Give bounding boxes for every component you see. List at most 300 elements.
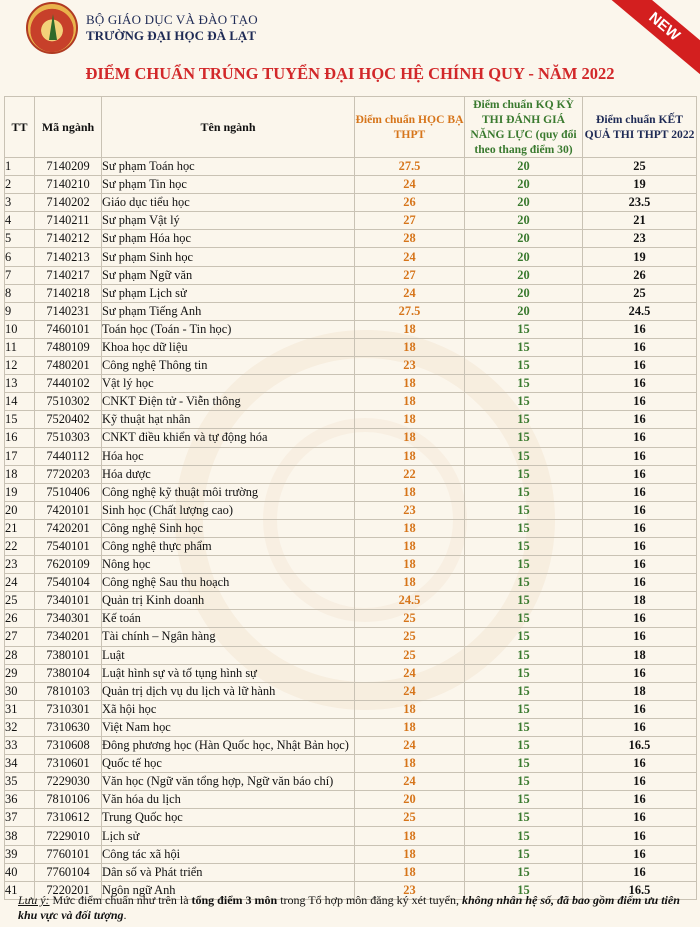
footnote (18, 893, 686, 923)
cell-nangluc: 15 (465, 320, 583, 338)
cell-nangluc: 15 (465, 718, 583, 736)
cell-thpt: 23.5 (583, 194, 697, 212)
cell-thpt: 16 (583, 700, 697, 718)
cell-code: 7540104 (35, 574, 102, 592)
cell-nangluc: 15 (465, 574, 583, 592)
column-header-thpt: Điểm chuẩn KẾT QUẢ THI THPT 2022 (583, 97, 697, 158)
table-row (5, 284, 697, 302)
cell-code: 7760101 (35, 845, 102, 863)
cell-tt: 3 (5, 194, 35, 212)
table-row (5, 447, 697, 465)
table-row (5, 682, 697, 700)
cell-thpt: 16 (583, 537, 697, 555)
cell-name: Sư phạm Lịch sử (102, 284, 355, 302)
table-row (5, 827, 697, 845)
cell-code: 7380101 (35, 646, 102, 664)
cell-name: Công nghệ Sau thu hoạch (102, 574, 355, 592)
cell-thpt: 16 (583, 863, 697, 881)
cell-hocba: 18 (355, 483, 465, 501)
cell-thpt: 16 (583, 465, 697, 483)
cell-name: Giáo dục tiểu học (102, 194, 355, 212)
cell-name: Luật hình sự và tố tụng hình sự (102, 664, 355, 682)
table-row (5, 501, 697, 519)
cell-hocba: 24 (355, 737, 465, 755)
cell-name: Công nghệ Thông tin (102, 357, 355, 375)
cell-code: 7140202 (35, 194, 102, 212)
cell-nangluc: 15 (465, 537, 583, 555)
cell-code: 7229010 (35, 827, 102, 845)
cell-name: Sư phạm Vật lý (102, 212, 355, 230)
cell-code: 7760104 (35, 863, 102, 881)
cell-thpt: 18 (583, 646, 697, 664)
cell-name: Công nghệ kỹ thuật môi trường (102, 483, 355, 501)
cell-nangluc: 15 (465, 827, 583, 845)
cell-thpt: 16 (583, 755, 697, 773)
footnote-text-1: Mức điểm chuẩn như trên là (49, 893, 192, 907)
table-row (5, 845, 697, 863)
cell-code: 7310608 (35, 737, 102, 755)
cell-name: Đông phương học (Hàn Quốc học, Nhật Bản học) (102, 737, 355, 755)
university-logo-icon (26, 2, 78, 54)
cell-nangluc: 15 (465, 755, 583, 773)
cell-nangluc: 15 (465, 664, 583, 682)
cell-name: Kế toán (102, 610, 355, 628)
cell-thpt: 26 (583, 266, 697, 284)
cell-tt: 14 (5, 393, 35, 411)
cell-hocba: 18 (355, 718, 465, 736)
cell-name: Quốc tế học (102, 755, 355, 773)
table-row (5, 465, 697, 483)
cell-nangluc: 15 (465, 375, 583, 393)
table-row (5, 773, 697, 791)
cell-nangluc: 20 (465, 194, 583, 212)
table-row (5, 212, 697, 230)
cell-nangluc: 15 (465, 592, 583, 610)
cell-hocba: 18 (355, 375, 465, 393)
cell-thpt: 16 (583, 718, 697, 736)
cell-hocba: 18 (355, 574, 465, 592)
cell-tt: 23 (5, 556, 35, 574)
cell-code: 7340201 (35, 628, 102, 646)
cell-code: 7310301 (35, 700, 102, 718)
cell-tt: 11 (5, 338, 35, 356)
cell-tt: 21 (5, 519, 35, 537)
cell-hocba: 25 (355, 610, 465, 628)
cell-name: Kỹ thuật hạt nhân (102, 411, 355, 429)
cell-tt: 19 (5, 483, 35, 501)
table-row (5, 718, 697, 736)
cell-hocba: 18 (355, 338, 465, 356)
cell-tt: 27 (5, 628, 35, 646)
cell-nangluc: 20 (465, 212, 583, 230)
cell-thpt: 16 (583, 574, 697, 592)
cell-nangluc: 15 (465, 519, 583, 537)
cell-tt: 13 (5, 375, 35, 393)
cell-hocba: 24.5 (355, 592, 465, 610)
cell-tt: 28 (5, 646, 35, 664)
cell-code: 7460101 (35, 320, 102, 338)
cell-hocba: 27 (355, 212, 465, 230)
cell-code: 7340301 (35, 610, 102, 628)
cell-thpt: 19 (583, 248, 697, 266)
cell-nangluc: 15 (465, 845, 583, 863)
cell-name: Sư phạm Tin học (102, 176, 355, 194)
cell-code: 7140210 (35, 176, 102, 194)
cell-nangluc: 15 (465, 411, 583, 429)
cell-thpt: 19 (583, 176, 697, 194)
table-row (5, 158, 697, 176)
footnote-bold-1: tổng điểm 3 môn (191, 893, 278, 907)
cell-code: 7140217 (35, 266, 102, 284)
cell-code: 7380104 (35, 664, 102, 682)
cell-name: Xã hội học (102, 700, 355, 718)
cell-code: 7520402 (35, 411, 102, 429)
cell-name: Sinh học (Chất lượng cao) (102, 501, 355, 519)
cell-name: Văn học (Ngữ văn tổng hợp, Ngữ văn báo chí) (102, 773, 355, 791)
table-row (5, 519, 697, 537)
cell-code: 7140231 (35, 302, 102, 320)
cell-hocba: 27.5 (355, 302, 465, 320)
cell-name: Hóa dược (102, 465, 355, 483)
cell-hocba: 24 (355, 284, 465, 302)
table-row (5, 338, 697, 356)
cell-code: 7310601 (35, 755, 102, 773)
cell-nangluc: 20 (465, 284, 583, 302)
column-header-code: Mã ngành (35, 97, 102, 158)
cell-hocba: 18 (355, 845, 465, 863)
cell-thpt: 18 (583, 592, 697, 610)
cell-tt: 41 (5, 881, 35, 899)
cell-nangluc: 15 (465, 338, 583, 356)
table-row (5, 755, 697, 773)
cell-thpt: 16 (583, 610, 697, 628)
cell-tt: 40 (5, 863, 35, 881)
cell-code: 7510303 (35, 429, 102, 447)
cell-code: 7440112 (35, 447, 102, 465)
table-row (5, 483, 697, 501)
table-row (5, 791, 697, 809)
admission-scores-table (4, 96, 697, 900)
table-row (5, 230, 697, 248)
table-row (5, 375, 697, 393)
new-badge: NEW (602, 0, 700, 82)
cell-tt: 15 (5, 411, 35, 429)
cell-name: Tài chính – Ngân hàng (102, 628, 355, 646)
cell-nangluc: 15 (465, 628, 583, 646)
column-header-name: Tên ngành (102, 97, 355, 158)
cell-tt: 34 (5, 755, 35, 773)
cell-code: 7510406 (35, 483, 102, 501)
cell-name: Sư phạm Ngữ văn (102, 266, 355, 284)
table-row (5, 411, 697, 429)
cell-code: 7620109 (35, 556, 102, 574)
cell-thpt: 25 (583, 158, 697, 176)
cell-thpt: 16 (583, 338, 697, 356)
column-header-tt: TT (5, 97, 35, 158)
cell-name: Việt Nam học (102, 718, 355, 736)
cell-nangluc: 20 (465, 158, 583, 176)
cell-hocba: 23 (355, 357, 465, 375)
cell-nangluc: 15 (465, 863, 583, 881)
cell-name: Sư phạm Tiếng Anh (102, 302, 355, 320)
cell-nangluc: 20 (465, 176, 583, 194)
cell-code: 7420201 (35, 519, 102, 537)
school-name: TRƯỜNG ĐẠI HỌC ĐÀ LẠT (86, 28, 256, 43)
cell-hocba: 24 (355, 248, 465, 266)
cell-code: 7480201 (35, 357, 102, 375)
cell-thpt: 16 (583, 773, 697, 791)
cell-nangluc: 15 (465, 393, 583, 411)
cell-tt: 17 (5, 447, 35, 465)
cell-thpt: 16 (583, 628, 697, 646)
cell-code: 7140212 (35, 230, 102, 248)
cell-name: Lịch sử (102, 827, 355, 845)
cell-thpt: 16 (583, 483, 697, 501)
cell-tt: 18 (5, 465, 35, 483)
cell-thpt: 16 (583, 791, 697, 809)
cell-tt: 7 (5, 266, 35, 284)
cell-name: Nông học (102, 556, 355, 574)
cell-nangluc: 15 (465, 447, 583, 465)
table-header-row (5, 97, 697, 158)
cell-code: 7810106 (35, 791, 102, 809)
cell-tt: 32 (5, 718, 35, 736)
cell-hocba: 27.5 (355, 158, 465, 176)
cell-nangluc: 15 (465, 791, 583, 809)
column-header-nangluc: Điểm chuẩn KQ KỲ THI ĐÁNH GIÁ NĂNG LỰC (quy đổi theo thang điểm 30) (465, 97, 583, 158)
cell-tt: 8 (5, 284, 35, 302)
cell-name: CNKT Điện tử - Viễn thông (102, 393, 355, 411)
cell-nangluc: 15 (465, 809, 583, 827)
cell-code: 7720203 (35, 465, 102, 483)
cell-code: 7420101 (35, 501, 102, 519)
cell-code: 7510302 (35, 393, 102, 411)
cell-tt: 25 (5, 592, 35, 610)
table-row (5, 556, 697, 574)
table-row (5, 194, 697, 212)
cell-hocba: 23 (355, 501, 465, 519)
cell-thpt: 16 (583, 320, 697, 338)
table-body (5, 158, 697, 900)
cell-hocba: 24 (355, 176, 465, 194)
cell-code: 7229030 (35, 773, 102, 791)
cell-thpt: 16 (583, 375, 697, 393)
cell-tt: 36 (5, 791, 35, 809)
table-row (5, 357, 697, 375)
cell-hocba: 23 (355, 881, 465, 899)
cell-hocba: 24 (355, 664, 465, 682)
cell-hocba: 18 (355, 700, 465, 718)
cell-hocba: 18 (355, 393, 465, 411)
cell-hocba: 18 (355, 537, 465, 555)
cell-nangluc: 20 (465, 266, 583, 284)
cell-code: 7310630 (35, 718, 102, 736)
table-row (5, 393, 697, 411)
table-row (5, 628, 697, 646)
cell-tt: 5 (5, 230, 35, 248)
table-row (5, 664, 697, 682)
cell-tt: 2 (5, 176, 35, 194)
cell-thpt: 16.5 (583, 737, 697, 755)
table-row (5, 574, 697, 592)
cell-tt: 35 (5, 773, 35, 791)
cell-nangluc: 15 (465, 610, 583, 628)
cell-hocba: 18 (355, 556, 465, 574)
cell-name: Công nghệ thực phẩm (102, 537, 355, 555)
table-row (5, 248, 697, 266)
cell-nangluc: 15 (465, 465, 583, 483)
cell-code: 7140218 (35, 284, 102, 302)
cell-name: Toán học (Toán - Tin học) (102, 320, 355, 338)
cell-nangluc: 15 (465, 682, 583, 700)
cell-tt: 31 (5, 700, 35, 718)
cell-name: Trung Quốc học (102, 809, 355, 827)
cell-hocba: 24 (355, 682, 465, 700)
cell-hocba: 20 (355, 791, 465, 809)
cell-code: 7140209 (35, 158, 102, 176)
cell-hocba: 18 (355, 429, 465, 447)
table-row (5, 320, 697, 338)
cell-tt: 1 (5, 158, 35, 176)
table-row (5, 592, 697, 610)
footnote-label: Lưu ý: (18, 893, 50, 907)
table-row (5, 737, 697, 755)
cell-hocba: 22 (355, 465, 465, 483)
cell-thpt: 16 (583, 519, 697, 537)
cell-nangluc: 15 (465, 737, 583, 755)
cell-name: Công nghệ Sinh học (102, 519, 355, 537)
table-row (5, 700, 697, 718)
cell-name: Ngôn ngữ Anh (102, 881, 355, 899)
cell-tt: 10 (5, 320, 35, 338)
cell-name: Luật (102, 646, 355, 664)
table-row (5, 610, 697, 628)
cell-nangluc: 20 (465, 248, 583, 266)
cell-thpt: 16 (583, 447, 697, 465)
cell-name: Dân số và Phát triển (102, 863, 355, 881)
ministry-name: BỘ GIÁO DỤC VÀ ĐÀO TẠO (86, 12, 258, 27)
cell-thpt: 16 (583, 809, 697, 827)
cell-hocba: 27 (355, 266, 465, 284)
cell-code: 7220201 (35, 881, 102, 899)
cell-hocba: 24 (355, 773, 465, 791)
cell-tt: 38 (5, 827, 35, 845)
cell-hocba: 18 (355, 411, 465, 429)
cell-hocba: 18 (355, 447, 465, 465)
cell-thpt: 16 (583, 827, 697, 845)
cell-nangluc: 15 (465, 357, 583, 375)
cell-code: 7140213 (35, 248, 102, 266)
cell-thpt: 16 (583, 501, 697, 519)
cell-nangluc: 15 (465, 773, 583, 791)
cell-nangluc: 15 (465, 646, 583, 664)
cell-thpt: 18 (583, 682, 697, 700)
cell-thpt: 16 (583, 556, 697, 574)
page-header (0, 0, 700, 60)
cell-nangluc: 15 (465, 501, 583, 519)
cell-code: 7810103 (35, 682, 102, 700)
cell-thpt: 16.5 (583, 881, 697, 899)
table-row (5, 809, 697, 827)
cell-name: Quản trị Kinh doanh (102, 592, 355, 610)
footnote-text-2: trong Tổ hợp môn đăng ký xét tuyển, (277, 893, 462, 907)
cell-name: Sư phạm Sinh học (102, 248, 355, 266)
cell-code: 7310612 (35, 809, 102, 827)
cell-tt: 24 (5, 574, 35, 592)
cell-thpt: 16 (583, 664, 697, 682)
cell-hocba: 25 (355, 628, 465, 646)
cell-name: Vật lý học (102, 375, 355, 393)
table-row (5, 863, 697, 881)
cell-code: 7540101 (35, 537, 102, 555)
cell-tt: 29 (5, 664, 35, 682)
cell-hocba: 18 (355, 863, 465, 881)
footnote-text-3: khu vực và đối tượng (18, 908, 124, 922)
cell-thpt: 16 (583, 845, 697, 863)
table-row (5, 429, 697, 447)
cell-tt: 20 (5, 501, 35, 519)
cell-hocba: 18 (355, 827, 465, 845)
cell-thpt: 25 (583, 284, 697, 302)
cell-code: 7340101 (35, 592, 102, 610)
cell-tt: 12 (5, 357, 35, 375)
cell-nangluc: 15 (465, 429, 583, 447)
cell-hocba: 26 (355, 194, 465, 212)
cell-name: Hóa học (102, 447, 355, 465)
cell-tt: 39 (5, 845, 35, 863)
table-row (5, 646, 697, 664)
cell-tt: 6 (5, 248, 35, 266)
table-row (5, 537, 697, 555)
cell-thpt: 16 (583, 429, 697, 447)
cell-tt: 9 (5, 302, 35, 320)
cell-thpt: 16 (583, 357, 697, 375)
cell-thpt: 16 (583, 393, 697, 411)
cell-tt: 26 (5, 610, 35, 628)
cell-tt: 16 (5, 429, 35, 447)
cell-nangluc: 15 (465, 700, 583, 718)
cell-nangluc: 15 (465, 881, 583, 899)
cell-name: Văn hóa du lịch (102, 791, 355, 809)
cell-code: 7480109 (35, 338, 102, 356)
footnote-end: . (123, 908, 127, 922)
column-header-hocba: Điểm chuẩn HỌC BẠ THPT (355, 97, 465, 158)
cell-name: Sư phạm Toán học (102, 158, 355, 176)
cell-hocba: 18 (355, 755, 465, 773)
cell-tt: 4 (5, 212, 35, 230)
cell-code: 7440102 (35, 375, 102, 393)
cell-name: Sư phạm Hóa học (102, 230, 355, 248)
footnote-bold-2: không nhân hệ số, đã bao gồm điểm ưu tiên (461, 893, 680, 907)
cell-code: 7140211 (35, 212, 102, 230)
cell-nangluc: 15 (465, 556, 583, 574)
page-title: ĐIỂM CHUẨN TRÚNG TUYỂN ĐẠI HỌC HỆ CHÍNH QUY - NĂM 2022 (85, 64, 615, 83)
cell-thpt: 21 (583, 212, 697, 230)
cell-nangluc: 15 (465, 483, 583, 501)
cell-nangluc: 20 (465, 302, 583, 320)
cell-hocba: 28 (355, 230, 465, 248)
cell-name: Quản trị dịch vụ du lịch và lữ hành (102, 682, 355, 700)
cell-tt: 37 (5, 809, 35, 827)
cell-hocba: 25 (355, 809, 465, 827)
cell-name: Công tác xã hội (102, 845, 355, 863)
cell-hocba: 25 (355, 646, 465, 664)
cell-tt: 30 (5, 682, 35, 700)
cell-hocba: 18 (355, 320, 465, 338)
cell-tt: 33 (5, 737, 35, 755)
cell-tt: 22 (5, 537, 35, 555)
table-row (5, 176, 697, 194)
